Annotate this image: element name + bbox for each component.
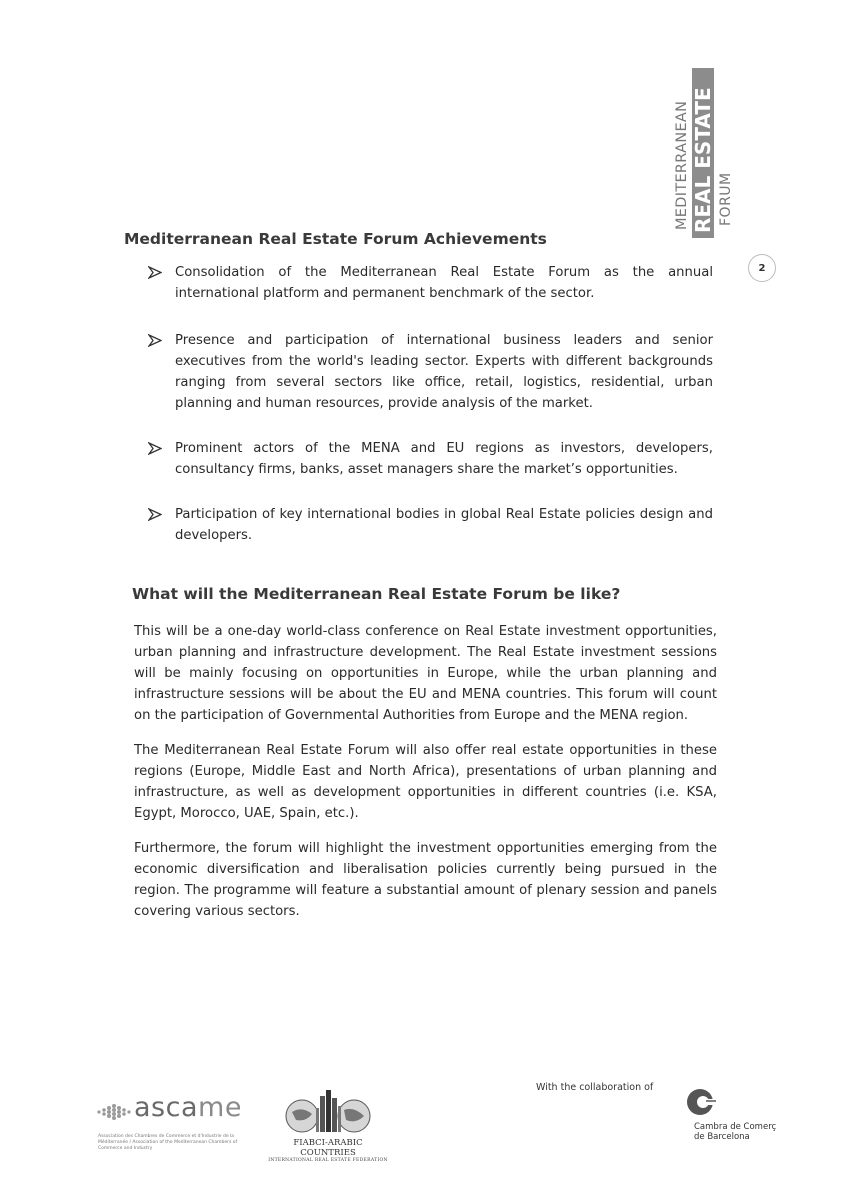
arrow-bullet-icon — [148, 334, 162, 347]
list-item — [148, 504, 713, 546]
list-item — [148, 262, 713, 304]
fiabci-logo — [268, 1086, 388, 1166]
arrow-bullet-icon — [148, 442, 162, 455]
fiabci-subtitle: INTERNATIONAL REAL ESTATE FEDERATION — [268, 1158, 388, 1163]
paragraph: Furthermore, the forum will highlight the investment opportunities emerging from the economic diversification and liberalisation policies currently being pursued in the region. The programme will feature a substantial amount of plenary session and panels covering various sectors. — [134, 841, 717, 919]
arrow-bullet-icon — [148, 266, 162, 279]
page-number: 2 — [748, 254, 776, 282]
logo-line1: MEDITERRANEAN — [674, 100, 690, 230]
logo-line2: REAL ESTATE — [691, 87, 715, 233]
what-like-heading: What will the Mediterranean Real Estate Forum be like? — [132, 585, 621, 603]
cambra-logo — [680, 1086, 780, 1156]
paragraph: This will be a one-day world-class conference on Real Estate investment opportunities, urban planning and infrastructure development. The Real Estate investment sessions will be mainly focusing on opportunities in Europe, while the urban planning and infrastructure sessions will be about the EU and MENA countries. This forum will count on the participation of Governmental Authorities from Europe and the MENA region. — [134, 624, 717, 723]
logo-line3: FORUM — [718, 172, 734, 226]
paragraph: The Mediterranean Real Estate Forum will also offer real estate opportunities in these regions (Europe, Middle East and North Africa), presentations of urban planning and infrastructure, as well as development opportunities in different countries (i.e. KSA, Egypt, Morocco, UAE, Spain, etc.). — [134, 743, 717, 821]
forum-logo — [668, 58, 736, 238]
ascame-subtitle: Association des Chambres de Commerce et d'Industrie de la Méditerranée / Association of the Mediterranean Chambers of Commerce and Industry — [98, 1134, 238, 1151]
what-like-body — [134, 621, 717, 936]
bullet-text: Consolidation of the Mediterranean Real Estate Forum as the annual international platform and permanent benchmark of the sector. — [175, 265, 713, 301]
list-item — [148, 438, 713, 480]
achievements-heading: Mediterranean Real Estate Forum Achievements — [124, 230, 547, 248]
bullet-text: Participation of key international bodies in global Real Estate policies design and developers. — [175, 507, 713, 543]
fiabci-name: FIABCI-ARABIC COUNTRIES — [293, 1138, 363, 1158]
cambra-name: Cambra de Comerç de Barcelona — [694, 1122, 777, 1142]
ascame-wordmark: ascame — [134, 1092, 242, 1123]
collaboration-text: With the collaboration of — [536, 1082, 654, 1093]
cambra-c-icon — [686, 1086, 718, 1118]
ascame-dots-icon — [96, 1100, 132, 1124]
globe-buildings-icon — [280, 1086, 376, 1138]
list-item — [148, 330, 713, 414]
bullet-text: Prominent actors of the MENA and EU regions as investors, developers, consultancy firms, banks, asset managers share the market’s opportunities. — [175, 441, 713, 477]
achievements-list — [148, 262, 713, 570]
arrow-bullet-icon — [148, 508, 162, 521]
ascame-logo — [96, 1088, 246, 1158]
bullet-text: Presence and participation of international business leaders and senior executives from the world's leading sector. Experts with different backgrounds ranging from several sectors like office, retail, logistics, residential, urban planning and human resources, provide analysis of the market. — [175, 333, 713, 411]
